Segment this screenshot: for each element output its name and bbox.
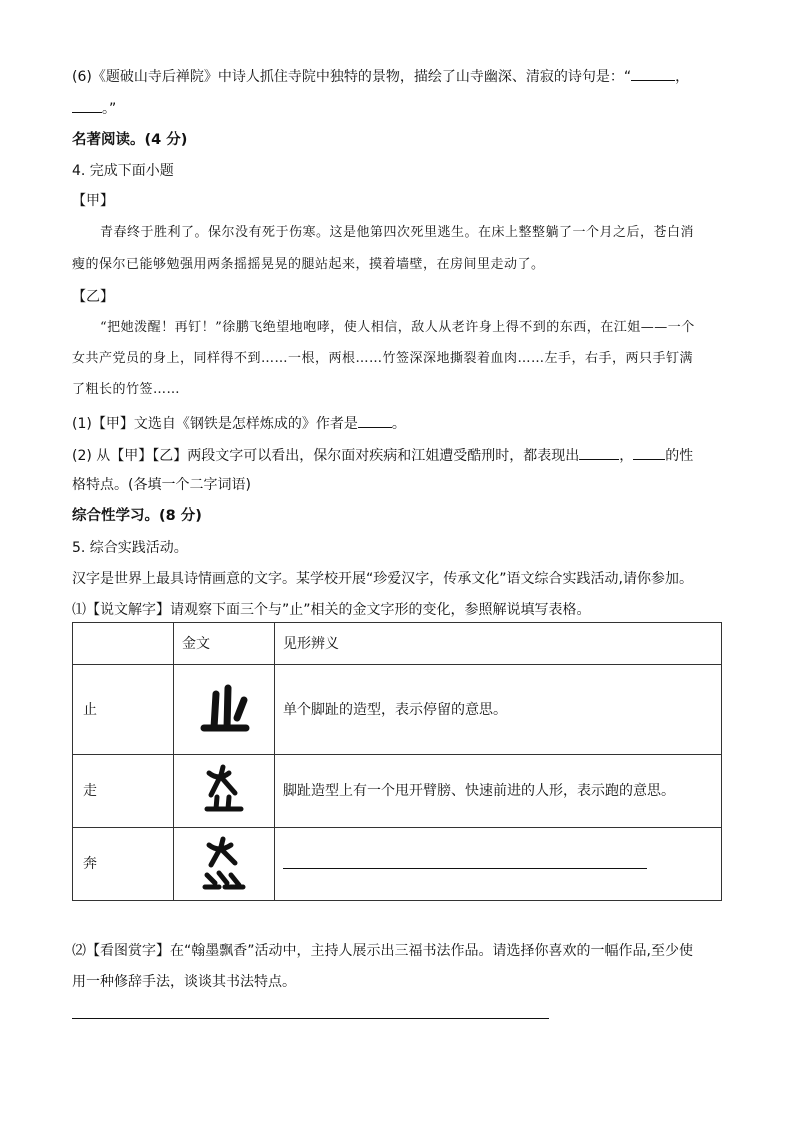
zou-bronze-glyph <box>199 763 249 819</box>
glyph-cell <box>174 828 275 901</box>
q5-sub1: ⑴【说文解字】请观察下面三个与”止”相关的金文字形的变化，参照解说填写表格。 <box>72 602 591 618</box>
q4-sub2-blank-2[interactable] <box>633 447 665 460</box>
char-cell: 奔 <box>73 828 174 901</box>
q4-jia-label: 【甲】 <box>72 193 114 209</box>
q4-sub2-line1: (2) 从【甲】【乙】两段文字可以看出，保尔面对疾病和江姐遭受酷刑时，都表现出 ， 的性 <box>72 448 694 464</box>
table-row <box>73 755 722 828</box>
q6-answer-blank-2[interactable] <box>72 100 102 113</box>
q6-answer-blank-1[interactable] <box>631 68 675 81</box>
table-header-cell: 见形辨义 <box>275 623 722 665</box>
q4-sub2-blank-1[interactable] <box>579 447 619 460</box>
table-header-cell <box>73 623 174 665</box>
ben-bronze-glyph <box>199 835 249 893</box>
meaning-cell: 单个脚趾的造型，表示停留的意思。 <box>275 665 722 755</box>
q4-sub1-author-blank[interactable] <box>358 415 392 428</box>
glyph-cell <box>174 755 275 828</box>
char-cell: 走 <box>73 755 174 828</box>
q6-line2: 。” <box>72 100 116 116</box>
table-row <box>73 828 722 901</box>
q4-yi-line1: “把她泼醒！再钉！”徐鹏飞绝望地咆哮，使人相信，敌人从老许身上得不到的东西，在江姐——一个 <box>100 320 695 335</box>
q6-line1: (6)《题破山寺后禅院》中诗人抓住寺院中独特的景物，描绘了山寺幽深、清寂的诗句是：“ ， <box>72 69 690 85</box>
meaning-answer-line[interactable] <box>283 868 647 869</box>
meaning-cell: 脚趾造型上有一个甩开臂膀、快速前进的人形，表示跑的意思。 <box>275 755 722 828</box>
q4-title: 4. 完成下面小题 <box>72 163 174 179</box>
q5-sub2-line1: ⑵【看图赏字】在“翰墨飘香”活动中，主持人展示出三福书法作品。请选择你喜欢的一幅作品,至少使 <box>72 943 693 959</box>
char-cell: 止 <box>73 665 174 755</box>
q4-yi-line3: 了粗长的竹签…… <box>72 382 181 397</box>
meaning-answer-cell[interactable] <box>275 828 722 901</box>
section-title-reading: 名著阅读。(4 分) <box>72 132 188 148</box>
bronze-script-table <box>72 622 722 901</box>
zhi-bronze-glyph <box>194 680 254 740</box>
table-row <box>73 665 722 755</box>
q5-title: 5. 综合实践活动。 <box>72 540 188 556</box>
q6-text: (6)《题破山寺后禅院》中诗人抓住寺院中独特的景物，描绘了山寺幽深、清寂的诗句是：“ <box>72 69 632 85</box>
q5-sub2-line2: 用一种修辞手法，谈谈其书法特点。 <box>72 974 296 990</box>
table-header-row <box>73 623 722 665</box>
glyph-cell <box>174 665 275 755</box>
q4-jia-line2: 瘦的保尔已能够勉强用两条摇摇晃晃的腿站起来，摸着墙壁，在房间里走动了。 <box>72 257 545 272</box>
q4-jia-line1: 青春终于胜利了。保尔没有死于伤寒。这是他第四次死里逃生。在床上整整躺了一个月之后，苍白消 <box>100 225 695 240</box>
q5-sub2-answer-line[interactable] <box>72 1018 549 1019</box>
q4-yi-label: 【乙】 <box>72 289 114 305</box>
section-title-comprehensive: 综合性学习。(8 分) <box>72 508 202 524</box>
table-header-cell: 金文 <box>174 623 275 665</box>
q4-yi-line2: 女共产党员的身上，同样得不到……一根，两根……竹签深深地撕裂着血肉……左手，右手，两只手钉满 <box>72 351 694 366</box>
q5-intro: 汉字是世界上最具诗情画意的文字。某学校开展“珍爱汉字，传承文化”语文综合实践活动,请你参加。 <box>72 571 693 587</box>
q4-sub2-line2: 格特点。(各填一个二字词语) <box>72 477 251 493</box>
q4-sub1: (1)【甲】文选自《钢铁是怎样炼成的》作者是 。 <box>72 416 406 432</box>
